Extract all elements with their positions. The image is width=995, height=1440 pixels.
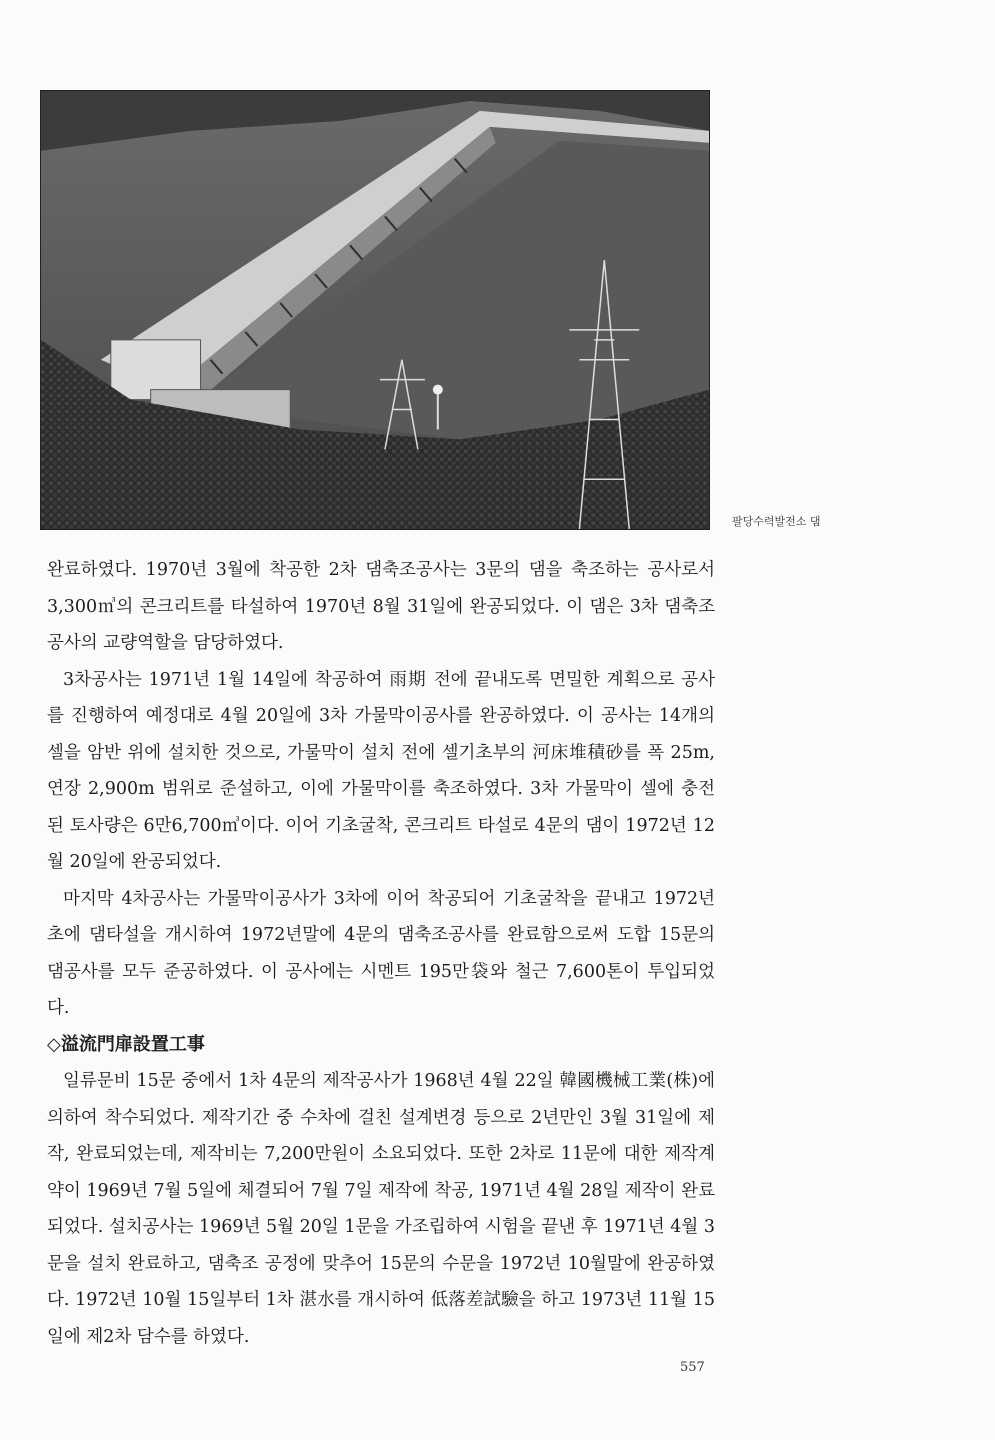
paragraph-dam-phase-3: 3차공사는 1971년 1월 14일에 착공하여 雨期 전에 끝내도록 면밀한 계획으로 공사를 진행하여 예정대로 4월 20일에 3차 가물막이공사를 완공하였다. 이 공사는 14개의 셀을 암반 위에 설치한 것으로, 가물막이 설치 전에 셀기초부의 河床堆積砂를 폭 25m, 연장 2,900m 범위로 준설하고, 이에 가물막이를 축조하였다. 3차 가물막이 셀에 충전된 토사량은 6만6,700㎥이다. 이어 기초굴착, 콘크리트 타설로 4문의 댐이 1972년 12월 20일에 완공되었다. — [47, 669, 715, 872]
paragraph-dam-phase-2: 완료하였다. 1970년 3월에 착공한 2차 댐축조공사는 3문의 댐을 축조하는 공사로서 3,300㎥의 콘크리트를 타설하여 1970년 8월 31일에 완공되었다. 이 댐은 3차 댐축조공사의 교량역할을 담당하였다. — [47, 560, 715, 653]
section-heading: ◇溢流門扉設置工事 — [47, 1033, 205, 1055]
dam-photo — [40, 90, 710, 530]
dam-photo-illustration — [41, 91, 709, 529]
paragraph-dam-phase-4: 마지막 4차공사는 가물막이공사가 3차에 이어 착공되어 기초굴착을 끝내고 1972년초에 댐타설을 개시하여 1972년말에 4문의 댐축조공사를 완료함으로써 도합 15문의 댐공사를 모두 준공하였다. 이 공사에는 시멘트 195만袋와 철근 7,600톤이 투입되었다. — [47, 888, 715, 1018]
paragraph-spillway-gates: 일류문비 15문 중에서 1차 4문의 제작공사가 1968년 4월 22일 韓國機械工業(株)에 의하여 착수되었다. 제작기간 중 수차에 걸친 설계변경 등으로 2년만인 3월 31일에 제작, 완료되었는데, 제작비는 7,200만원이 소요되었다. 또한 2차로 11문에 대한 제작계약이 1969년 7월 5일에 체결되어 7월 7일 제작에 착공, 1971년 4월 28일 제작이 완료되었다. 설치공사는 1969년 5월 20일 1문을 가조립하여 시험을 끝낸 후 1971년 4월 3문을 설치 완료하고, 댐축조 공정에 맞추어 15문의 수문을 1972년 10월말에 완공하였다. 1972년 10월 15일부터 1차 湛水를 개시하여 低落差試驗을 하고 1973년 11월 15일에 제2차 담수를 하였다. — [47, 1071, 715, 1347]
page-number: 557 — [680, 1360, 705, 1375]
photo-caption: 팔당수력발전소 댐 — [732, 515, 821, 528]
body-text — [47, 552, 715, 1355]
